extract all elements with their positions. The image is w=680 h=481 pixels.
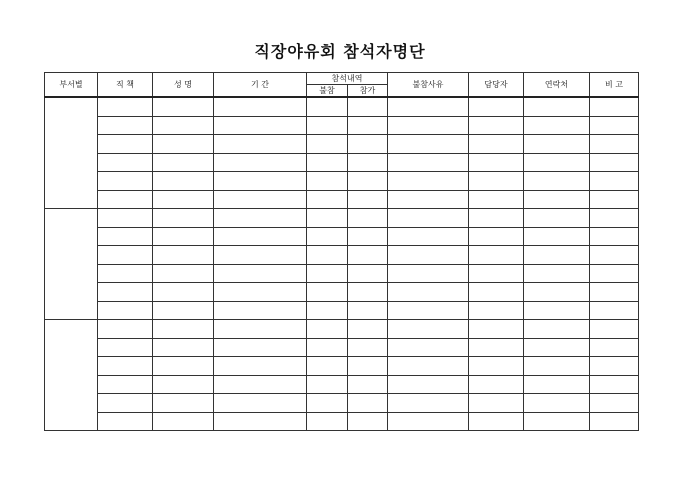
remarks-cell[interactable] (590, 357, 639, 376)
attend-cell[interactable] (348, 172, 388, 191)
attend-cell[interactable] (348, 357, 388, 376)
reason-cell[interactable] (388, 190, 469, 209)
manager-cell[interactable] (469, 135, 524, 154)
remarks-cell[interactable] (590, 283, 639, 302)
dept-cell[interactable] (45, 320, 98, 431)
table-row (45, 301, 639, 320)
name-cell[interactable] (153, 97, 214, 116)
header-dept: 부서별 (45, 73, 98, 98)
position-cell[interactable] (98, 375, 153, 394)
contact-cell[interactable] (524, 264, 590, 283)
absent-cell[interactable] (307, 97, 348, 116)
position-cell[interactable] (98, 394, 153, 413)
table-row (45, 320, 639, 339)
contact-cell[interactable] (524, 320, 590, 339)
remarks-cell[interactable] (590, 320, 639, 339)
table-row (45, 412, 639, 431)
table-row (45, 97, 639, 116)
table-row (45, 135, 639, 154)
period-cell[interactable] (214, 412, 307, 431)
name-cell[interactable] (153, 116, 214, 135)
reason-cell[interactable] (388, 97, 469, 116)
header-remarks: 비 고 (590, 73, 639, 98)
contact-cell[interactable] (524, 97, 590, 116)
contact-cell[interactable] (524, 338, 590, 357)
period-cell[interactable] (214, 357, 307, 376)
header-period: 기 간 (214, 73, 307, 98)
header-manager: 담당자 (469, 73, 524, 98)
contact-cell[interactable] (524, 375, 590, 394)
table-row (45, 394, 639, 413)
table-row (45, 209, 639, 228)
manager-cell[interactable] (469, 172, 524, 191)
remarks-cell[interactable] (590, 97, 639, 116)
period-cell[interactable] (214, 394, 307, 413)
reason-cell[interactable] (388, 375, 469, 394)
manager-cell[interactable] (469, 301, 524, 320)
period-cell[interactable] (214, 172, 307, 191)
position-cell[interactable] (98, 190, 153, 209)
period-cell[interactable] (214, 320, 307, 339)
table-row (45, 190, 639, 209)
absent-cell[interactable] (307, 357, 348, 376)
attend-cell[interactable] (348, 394, 388, 413)
attend-cell[interactable] (348, 153, 388, 172)
table-row (45, 172, 639, 191)
name-cell[interactable] (153, 246, 214, 265)
dept-cell[interactable] (45, 97, 98, 209)
absent-cell[interactable] (307, 135, 348, 154)
table-row (45, 246, 639, 265)
reason-cell[interactable] (388, 227, 469, 246)
name-cell[interactable] (153, 394, 214, 413)
remarks-cell[interactable] (590, 246, 639, 265)
period-cell[interactable] (214, 97, 307, 116)
name-cell[interactable] (153, 227, 214, 246)
contact-cell[interactable] (524, 172, 590, 191)
reason-cell[interactable] (388, 301, 469, 320)
absent-cell[interactable] (307, 320, 348, 339)
reason-cell[interactable] (388, 394, 469, 413)
table-row (45, 264, 639, 283)
contact-cell[interactable] (524, 227, 590, 246)
table-row (45, 357, 639, 376)
document-title: 직장야유회 참석자명단 (254, 42, 426, 61)
position-cell[interactable] (98, 283, 153, 302)
name-cell[interactable] (153, 190, 214, 209)
period-cell[interactable] (214, 116, 307, 135)
absent-cell[interactable] (307, 264, 348, 283)
manager-cell[interactable] (469, 357, 524, 376)
header-absent: 불참 (307, 85, 348, 98)
header-reason: 불참사유 (388, 73, 469, 98)
name-cell[interactable] (153, 209, 214, 228)
absent-cell[interactable] (307, 375, 348, 394)
contact-cell[interactable] (524, 246, 590, 265)
manager-cell[interactable] (469, 264, 524, 283)
remarks-cell[interactable] (590, 135, 639, 154)
position-cell[interactable] (98, 264, 153, 283)
manager-cell[interactable] (469, 394, 524, 413)
position-cell[interactable] (98, 357, 153, 376)
absent-cell[interactable] (307, 246, 348, 265)
attend-cell[interactable] (348, 135, 388, 154)
attendee-roster-table (44, 72, 639, 431)
manager-cell[interactable] (469, 320, 524, 339)
period-cell[interactable] (214, 246, 307, 265)
period-cell[interactable] (214, 283, 307, 302)
table-row (45, 116, 639, 135)
reason-cell[interactable] (388, 135, 469, 154)
manager-cell[interactable] (469, 116, 524, 135)
remarks-cell[interactable] (590, 153, 639, 172)
attend-cell[interactable] (348, 190, 388, 209)
absent-cell[interactable] (307, 209, 348, 228)
period-cell[interactable] (214, 375, 307, 394)
attend-cell[interactable] (348, 375, 388, 394)
period-cell[interactable] (214, 264, 307, 283)
attend-cell[interactable] (348, 264, 388, 283)
name-cell[interactable] (153, 412, 214, 431)
contact-cell[interactable] (524, 394, 590, 413)
reason-cell[interactable] (388, 246, 469, 265)
table-row (45, 375, 639, 394)
period-cell[interactable] (214, 227, 307, 246)
position-cell[interactable] (98, 116, 153, 135)
absent-cell[interactable] (307, 301, 348, 320)
header-contact: 연락처 (524, 73, 590, 98)
attend-cell[interactable] (348, 283, 388, 302)
name-cell[interactable] (153, 264, 214, 283)
manager-cell[interactable] (469, 97, 524, 116)
table-row (45, 227, 639, 246)
remarks-cell[interactable] (590, 338, 639, 357)
manager-cell[interactable] (469, 375, 524, 394)
header-attend: 참가 (348, 85, 388, 98)
header-name: 성 명 (153, 73, 214, 98)
name-cell[interactable] (153, 357, 214, 376)
contact-cell[interactable] (524, 301, 590, 320)
reason-cell[interactable] (388, 153, 469, 172)
absent-cell[interactable] (307, 283, 348, 302)
absent-cell[interactable] (307, 116, 348, 135)
name-cell[interactable] (153, 153, 214, 172)
header-position: 직 책 (98, 73, 153, 98)
attend-cell[interactable] (348, 246, 388, 265)
remarks-cell[interactable] (590, 375, 639, 394)
attend-cell[interactable] (348, 227, 388, 246)
manager-cell[interactable] (469, 190, 524, 209)
name-cell[interactable] (153, 283, 214, 302)
period-cell[interactable] (214, 338, 307, 357)
absent-cell[interactable] (307, 227, 348, 246)
absent-cell[interactable] (307, 338, 348, 357)
remarks-cell[interactable] (590, 116, 639, 135)
position-cell[interactable] (98, 412, 153, 431)
reason-cell[interactable] (388, 264, 469, 283)
position-cell[interactable] (98, 135, 153, 154)
attend-cell[interactable] (348, 97, 388, 116)
reason-cell[interactable] (388, 209, 469, 228)
header-attendance: 참석내역 (307, 73, 388, 85)
manager-cell[interactable] (469, 338, 524, 357)
table-row (45, 338, 639, 357)
attend-cell[interactable] (348, 301, 388, 320)
remarks-cell[interactable] (590, 190, 639, 209)
contact-cell[interactable] (524, 209, 590, 228)
period-cell[interactable] (214, 153, 307, 172)
contact-cell[interactable] (524, 357, 590, 376)
remarks-cell[interactable] (590, 264, 639, 283)
contact-cell[interactable] (524, 116, 590, 135)
manager-cell[interactable] (469, 246, 524, 265)
period-cell[interactable] (214, 301, 307, 320)
remarks-cell[interactable] (590, 227, 639, 246)
name-cell[interactable] (153, 135, 214, 154)
absent-cell[interactable] (307, 172, 348, 191)
manager-cell[interactable] (469, 209, 524, 228)
reason-cell[interactable] (388, 172, 469, 191)
name-cell[interactable] (153, 338, 214, 357)
position-cell[interactable] (98, 301, 153, 320)
remarks-cell[interactable] (590, 301, 639, 320)
contact-cell[interactable] (524, 412, 590, 431)
contact-cell[interactable] (524, 135, 590, 154)
reason-cell[interactable] (388, 283, 469, 302)
reason-cell[interactable] (388, 338, 469, 357)
contact-cell[interactable] (524, 153, 590, 172)
position-cell[interactable] (98, 209, 153, 228)
period-cell[interactable] (214, 209, 307, 228)
position-cell[interactable] (98, 246, 153, 265)
roster-body (45, 97, 639, 431)
name-cell[interactable] (153, 320, 214, 339)
manager-cell[interactable] (469, 153, 524, 172)
reason-cell[interactable] (388, 357, 469, 376)
dept-cell[interactable] (45, 209, 98, 320)
name-cell[interactable] (153, 375, 214, 394)
name-cell[interactable] (153, 172, 214, 191)
remarks-cell[interactable] (590, 172, 639, 191)
table-row (45, 283, 639, 302)
attend-cell[interactable] (348, 412, 388, 431)
position-cell[interactable] (98, 172, 153, 191)
absent-cell[interactable] (307, 190, 348, 209)
remarks-cell[interactable] (590, 394, 639, 413)
manager-cell[interactable] (469, 227, 524, 246)
position-cell[interactable] (98, 338, 153, 357)
attend-cell[interactable] (348, 209, 388, 228)
period-cell[interactable] (214, 135, 307, 154)
attend-cell[interactable] (348, 338, 388, 357)
attend-cell[interactable] (348, 320, 388, 339)
contact-cell[interactable] (524, 190, 590, 209)
manager-cell[interactable] (469, 412, 524, 431)
contact-cell[interactable] (524, 283, 590, 302)
position-cell[interactable] (98, 320, 153, 339)
absent-cell[interactable] (307, 153, 348, 172)
absent-cell[interactable] (307, 394, 348, 413)
reason-cell[interactable] (388, 320, 469, 339)
attend-cell[interactable] (348, 116, 388, 135)
position-cell[interactable] (98, 153, 153, 172)
table-row (45, 153, 639, 172)
reason-cell[interactable] (388, 412, 469, 431)
period-cell[interactable] (214, 190, 307, 209)
manager-cell[interactable] (469, 283, 524, 302)
position-cell[interactable] (98, 97, 153, 116)
absent-cell[interactable] (307, 412, 348, 431)
reason-cell[interactable] (388, 116, 469, 135)
name-cell[interactable] (153, 301, 214, 320)
remarks-cell[interactable] (590, 412, 639, 431)
position-cell[interactable] (98, 227, 153, 246)
remarks-cell[interactable] (590, 209, 639, 228)
